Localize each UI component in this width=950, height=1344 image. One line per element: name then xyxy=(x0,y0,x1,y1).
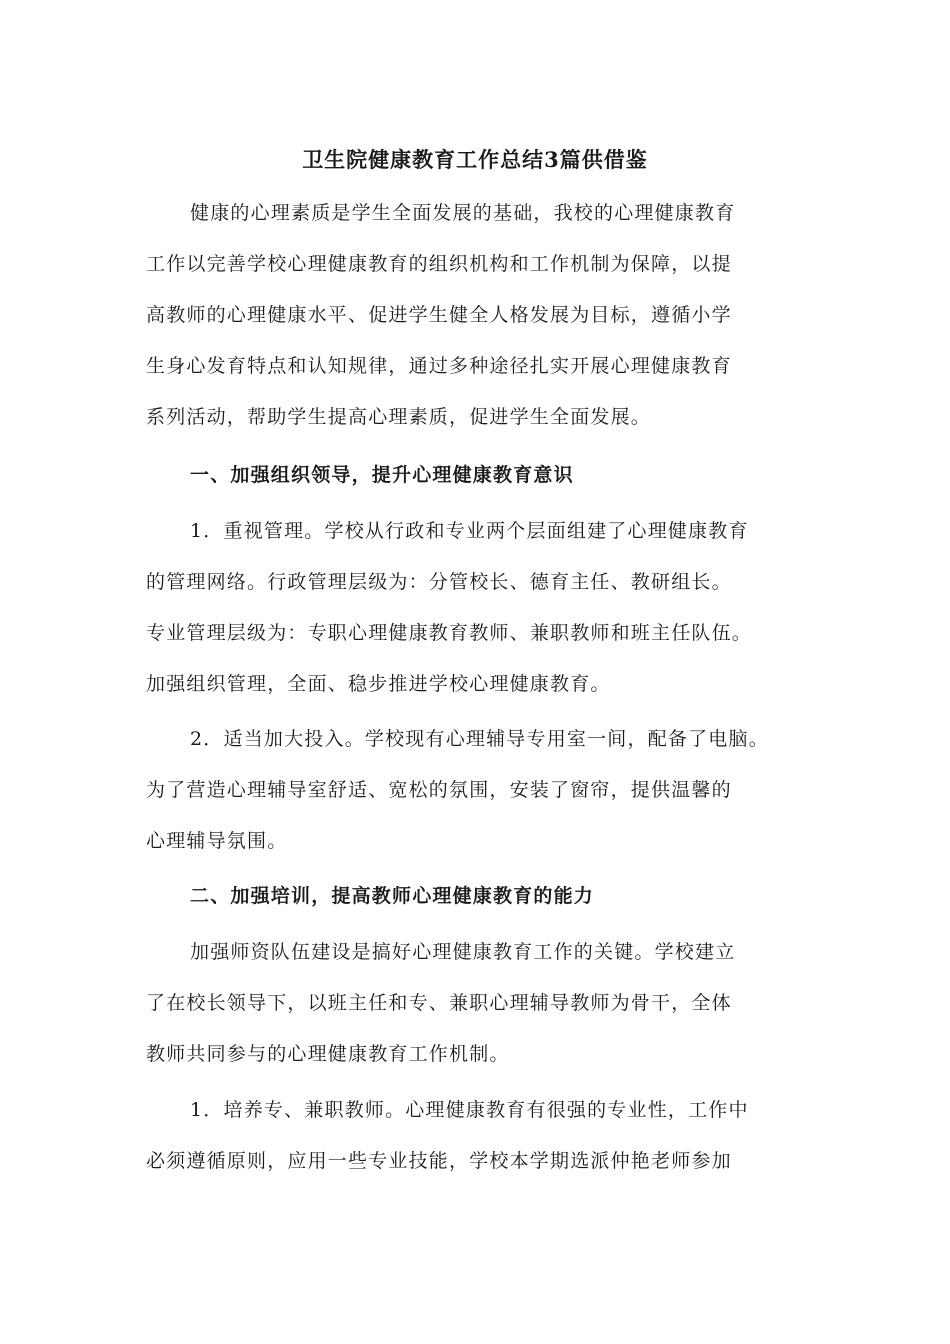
section-heading-2 xyxy=(146,871,826,922)
paragraph-line: 健康的心理素质是学生全面发展的基础，我校的心理健康教育 xyxy=(190,202,736,224)
paragraph-line: 工作以完善学校心理健康教育的组织机构和工作机制为保障，以提 xyxy=(146,253,732,275)
paragraph-line: 加强组织管理，全面、稳步推进学校心理健康教育。 xyxy=(146,673,611,695)
section-heading-1 xyxy=(146,450,826,501)
paragraph-training xyxy=(146,927,826,1080)
paragraph-line: 1．重视管理。学校从行政和专业两个层面组建了心理健康教育 xyxy=(190,520,749,542)
paragraph-line: 1．培养专、兼职教师。心理健康教育有很强的专业性，工作中 xyxy=(190,1099,749,1121)
paragraph-intro xyxy=(146,188,826,443)
section-heading: 一、加强组织领导，提升心理健康教育意识 xyxy=(190,464,574,486)
paragraph-line: 教师共同参与的心理健康教育工作机制。 xyxy=(146,1043,510,1065)
paragraph-line: 必须遵循原则，应用一些专业技能，学校本学期选派仲艳老师参加 xyxy=(146,1150,732,1172)
paragraph-teachers xyxy=(146,1085,826,1187)
paragraph-line: 系列活动，帮助学生提高心理素质，促进学生全面发展。 xyxy=(146,406,652,428)
paragraph-line: 高教师的心理健康水平、促进学生健全人格发展为目标，遵循小学 xyxy=(146,304,732,326)
paragraph-line: 的管理网络。行政管理层级为：分管校长、德育主任、教研组长。 xyxy=(146,571,732,593)
paragraph-line: 专业管理层级为：专职心理健康教育教师、兼职教师和班主任队伍。 xyxy=(146,622,753,644)
paragraph-line: 为了营造心理辅导室舒适、宽松的氛围，安装了窗帘，提供温馨的 xyxy=(146,779,732,801)
document-title: 卫生院健康教育工作总结3篇供借鉴 xyxy=(302,147,648,172)
paragraph-line: 生身心发育特点和认知规律，通过多种途径扎实开展心理健康教育 xyxy=(146,355,732,377)
paragraph-management xyxy=(146,506,826,710)
paragraph-line: 心理辅导氛围。 xyxy=(146,830,288,852)
paragraph-investment xyxy=(146,714,826,867)
paragraph-line: 2．适当加大投入。学校现有心理辅导专用室一间，配备了电脑。 xyxy=(190,728,769,750)
section-heading: 二、加强培训，提高教师心理健康教育的能力 xyxy=(190,885,595,907)
paragraph-line: 了在校长领导下，以班主任和专、兼职心理辅导教师为骨干，全体 xyxy=(146,992,732,1014)
paragraph-line: 加强师资队伍建设是搞好心理健康教育工作的关键。学校建立 xyxy=(190,941,736,963)
